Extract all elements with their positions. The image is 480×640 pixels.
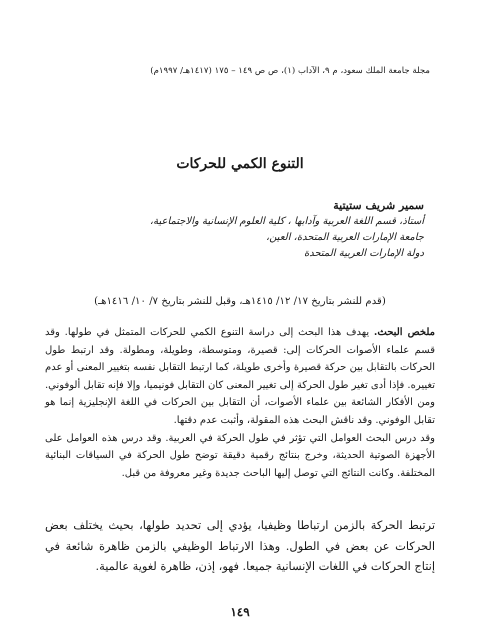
abstract-paragraph-2: وقد درس البحث العوامل التي تؤثر في طول الحركة في العربية. وقد درس هذه العوامل على الأجهزة الصوتية الحديثة، وخرج بنتائج رقمية دقيقة توضح طول الحركة في السياقات البنائية المختلفة. وكانت النتائج التي توصل إليها الباحث جديدة وغير معروفة من قبل.: [45, 432, 435, 479]
submission-dates: (قدم للنشر بتاريخ ١٧/ ١٢/ ١٤١٥هـ، وقبل للنشر بتاريخ ٧/ ١٠/ ١٤١٦هـ): [94, 296, 386, 307]
abstract-paragraph-1-text: يهدف هذا البحث إلى دراسة التنوع الكمي للحركات المتمثل في طولها. وقد قسم علماء الأصوات الحركات إلى: قصيرة، ومتوسطة، وطويلة، ومطولة. وقد ارتبط طول الحركات بالتقابل بين حركة قصيرة وأخرى طويلة، كما ارتبط التقابل نفسه بتغيير المعنى أو عدم تغييره. فإذا أدى تغير طول الحركة إلى تغيير المعنى كان التقابل فونيميا، وإلا فإنه تقابل ألوفوني. ومن الأفكار الشائعة بين علماء الأصوات، أن التقابل بين الحركات في اللغة الإنجليزية إنما هو تقابل الوفوني. وقد ناقش البحث هذه المقولة، وأثبت عدم دقتها.: [45, 327, 435, 426]
article-title: التنوع الكمي للحركات: [176, 156, 304, 172]
author-block: [60, 199, 424, 262]
author-affiliation-line: دولة الإمارات العربية المتحدة: [303, 248, 424, 259]
author-affiliation-line: جامعة الإمارات العربية المتحدة، العين،: [265, 232, 424, 243]
abstract-paragraph: [45, 324, 435, 430]
author-name: سمير شريف ستيتية: [333, 199, 424, 212]
abstract: [45, 324, 435, 482]
journal-citation-header: مجلة جامعة الملك سعود، م ٩، الآداب (١)، ص ص ١٤٩ – ١٧٥ (١٤١٧هـ/ ١٩٩٧م): [150, 66, 430, 76]
body-paragraph: ترتبط الحركة بالزمن ارتباطا وظيفيا، يؤدي إلى تحديد طولها، بحيث يختلف بعض الحركات عن بعض في الطول. وهذا الارتباط الوظيفي بالزمن ظاهرة شائعة في إنتاج الحركات في اللغات الإنسانية جميعا. فهو، إذن، ظاهرة لغوية عالمية.: [45, 518, 435, 573]
abstract-label: ملخص البحث.: [373, 327, 435, 338]
author-affiliation-line: أستاذ، قسم اللغة العربية وآدابها ، كلية العلوم الإنسانية والاجتماعية،: [149, 216, 424, 227]
page-number: ١٤٩: [230, 605, 250, 619]
